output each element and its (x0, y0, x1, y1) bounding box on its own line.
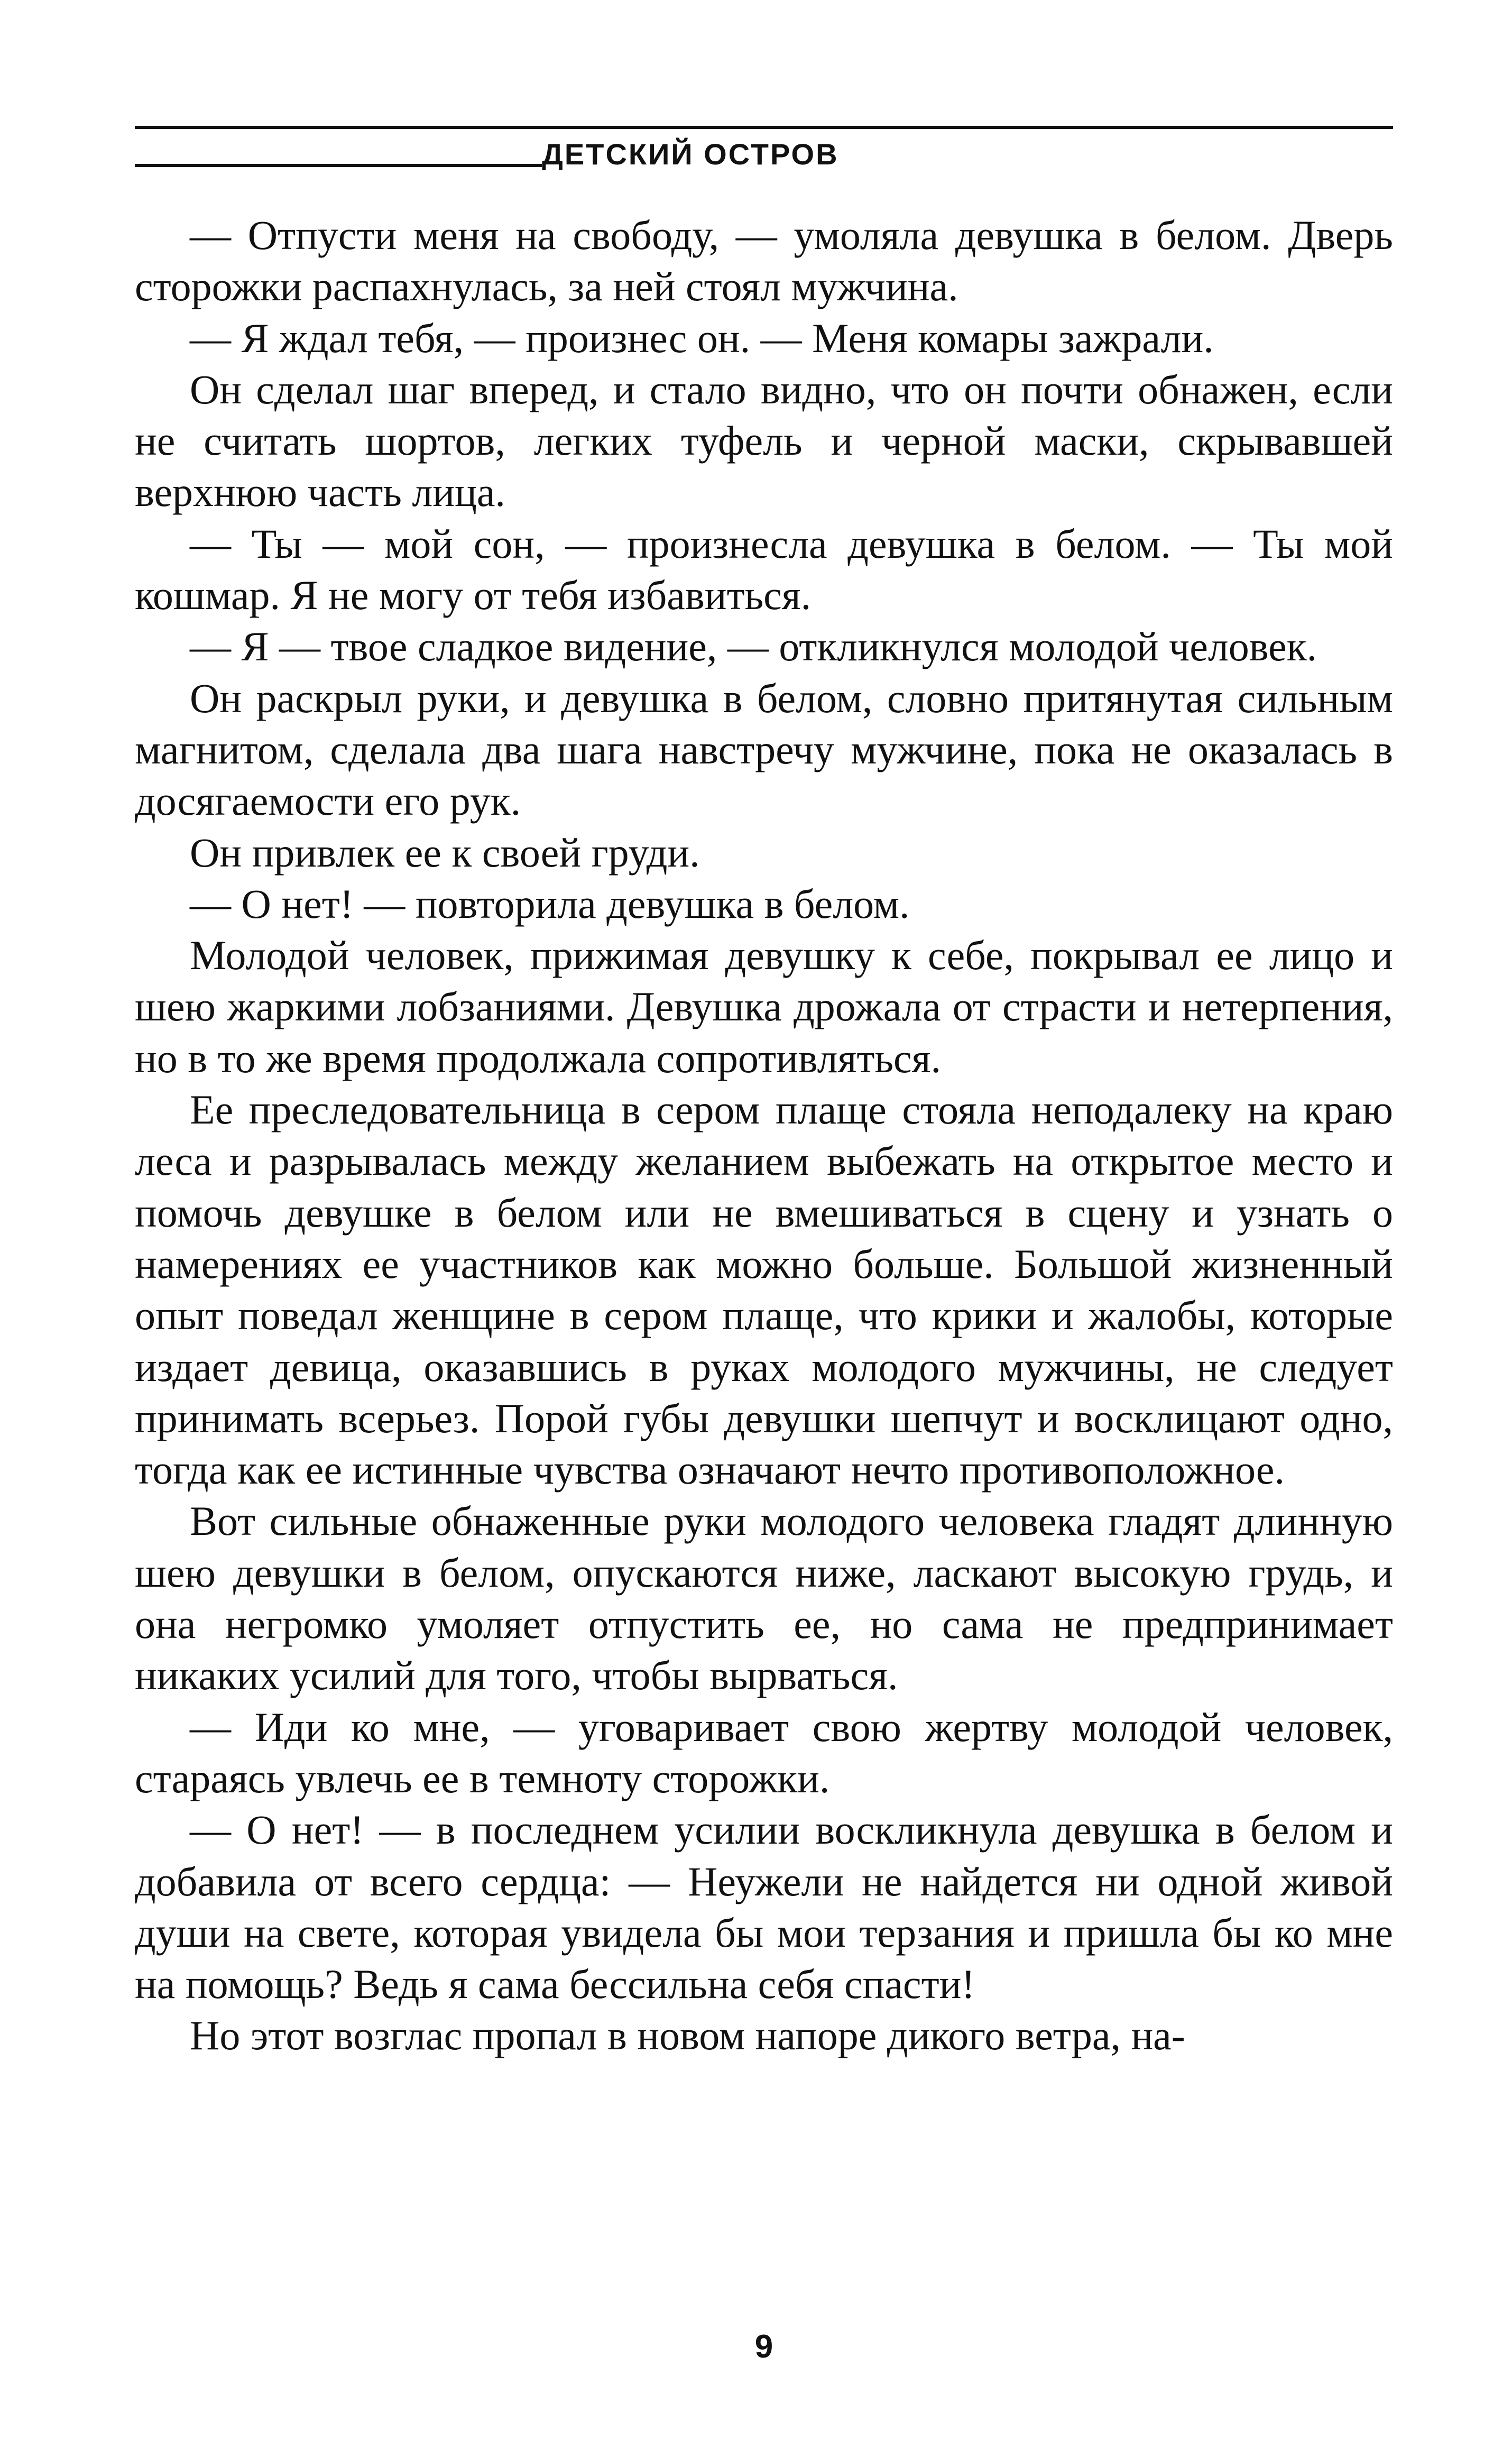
paragraph: — Ты — мой сон, — произнесла девушка в белом. — Ты мой кошмар. Я не могу от тебя избавиться. (135, 520, 1393, 619)
paragraph: — Отпусти меня на свободу, — умоляла девушка в белом. Дверь сторожки распахнулась, за ней стоял мужчина. (135, 212, 1393, 310)
page-number: 9 (754, 2328, 773, 2365)
paragraph: Он сделал шаг вперед, и стало видно, что он почти обнажен, если не считать шортов, легких туфель и черной маски, скрывавшей верхнюю часть лица. (135, 366, 1393, 515)
paragraph: Он привлек ее к своей груди. (190, 829, 700, 876)
running-title: ДЕТСКИЙ ОСТРОВ (542, 137, 839, 171)
paragraph: Ее преследовательница в сером плаще стояла неподалеку на краю леса и разрывалась между желанием выбежать на открытое место и помочь девушке в белом или не вмешиваться в сцену и узнать о намерениях ее участников как можно больше. Большой жизненный опыт поведал женщине в сером плаще, что крики и жалобы, которые издает девица, оказавшись в руках молодого мужчины, не следует принимать всерьез. Порой губы девушки шепчут и восклицают одно, тогда как ее истинные чувства означают нечто противоположное. (135, 1087, 1393, 1493)
paragraph: — О нет! — в последнем усилии воскликнула девушка в белом и добавила от всего сердца: — Неужели не найдется ни одной живой души на свете, которая увидела бы мои терзания и пришла бы ко мне на помощь? Ведь я сама бессильна себя спасти! (135, 1807, 1393, 2008)
paragraph: — Я — твое сладкое видение, — откликнулся молодой человек. (190, 623, 1317, 670)
running-header (135, 117, 1393, 176)
paragraph: — Я ждал тебя, — произнес он. — Меня комары зажрали. (190, 315, 1214, 361)
paragraph: Вот сильные обнаженные руки молодого человека гладят длинную шею девушки в белом, опускаются ниже, ласкают высокую грудь, и она негромко умоляет отпустить ее, но сама не предпринимает никаких усилий для того, чтобы вырваться. (135, 1498, 1393, 1699)
book-page (135, 117, 1393, 2380)
header-left-rule (135, 164, 542, 167)
paragraph: — О нет! — повторила девушка в белом. (190, 880, 910, 927)
header-top-rule (135, 126, 1393, 129)
body-text (135, 209, 1393, 2061)
paragraph: — Иди ко мне, — уговаривает свою жертву молодой человек, стараясь увлечь ее в темноту сторожки. (135, 1704, 1393, 1801)
paragraph: Он раскрыл руки, и девушка в белом, словно притянутая сильным магнитом, сделала два шага навстречу мужчине, пока не оказалась в досягаемости его рук. (135, 675, 1393, 824)
paragraph: Но этот возглас пропал в новом напоре дикого ветра, на- (190, 2012, 1185, 2059)
paragraph: Молодой человек, прижимая девушку к себе, покрывал ее лицо и шею жаркими лобзаниями. Девушка дрожала от страсти и нетерпения, но в то же время продолжала сопротивляться. (135, 932, 1393, 1081)
